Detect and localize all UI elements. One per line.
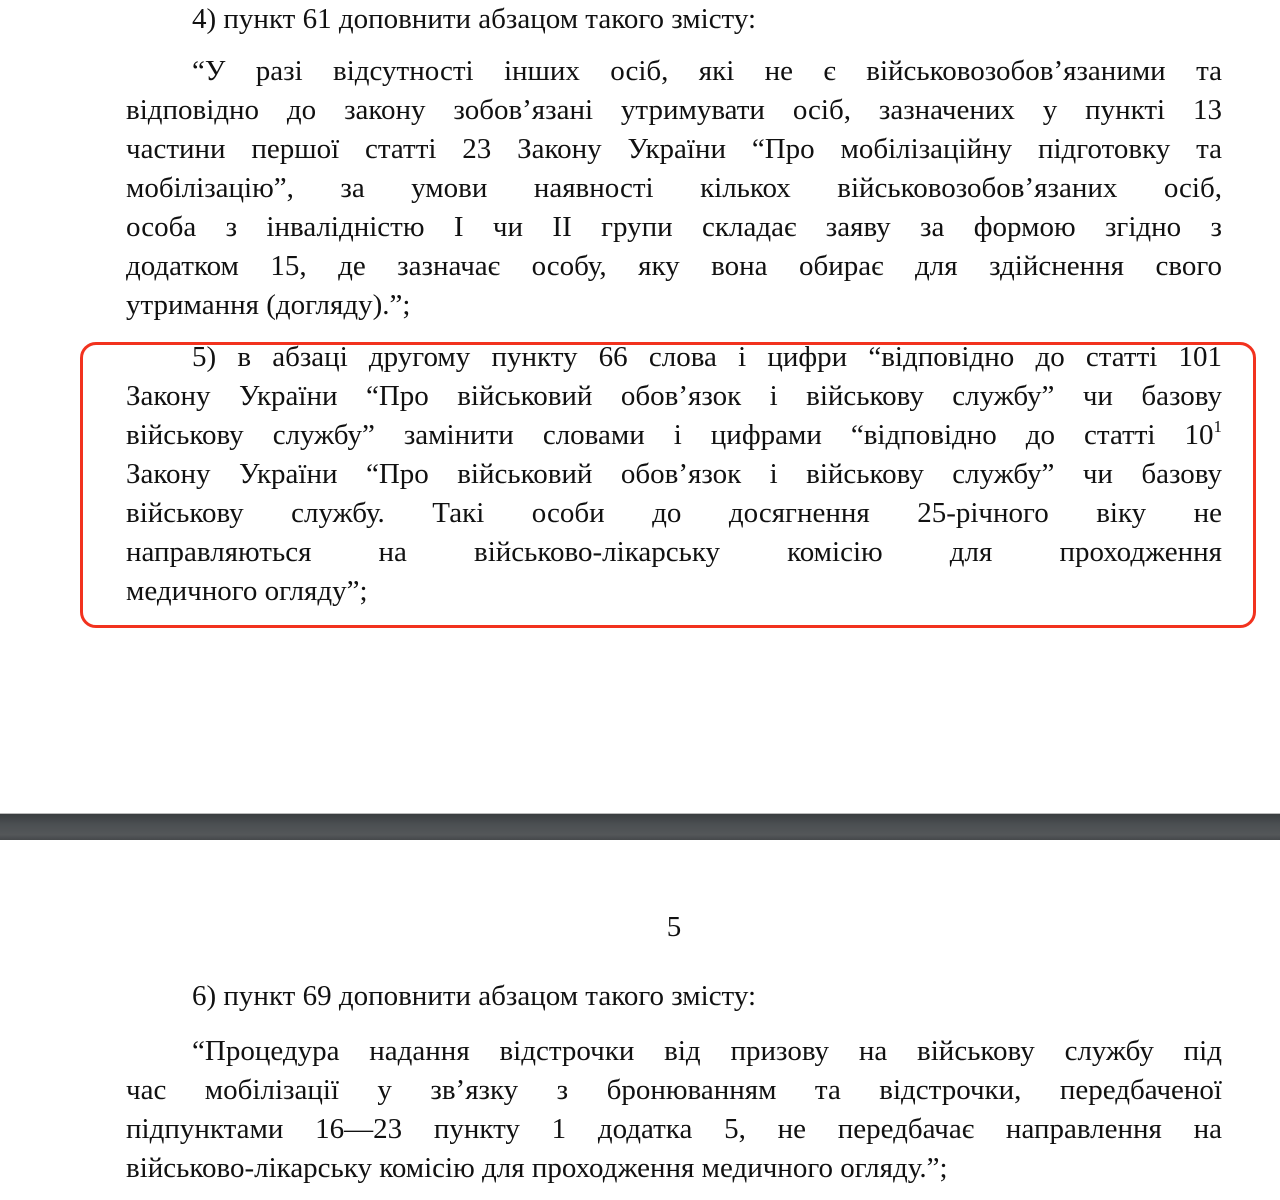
text-line — [126, 0, 1222, 39]
text-line-content: частини першої статті 23 Закону України “Про мобілізаційну підготовку та — [126, 133, 1222, 165]
text-line — [126, 286, 1222, 325]
text-line — [126, 91, 1222, 130]
text-line — [126, 1032, 1222, 1071]
text-line-content: 5) в абзаці другому пункту 66 слова і цифри “відповідно до статті 101 — [192, 341, 1222, 373]
superscript: 1 — [1213, 417, 1222, 436]
text-line — [126, 377, 1222, 416]
text-line — [126, 338, 1222, 377]
text-line — [126, 130, 1222, 169]
text-line-content: медичного огляду”; — [126, 575, 368, 607]
text-line-content: “Процедура надання відстрочки від призову на військову службу під — [192, 1035, 1222, 1067]
text-line-content: відповідно до закону зобов’язані утримувати осіб, зазначених у пункті 13 — [126, 94, 1222, 126]
paragraph-6-quote — [126, 1032, 1222, 1188]
text-line — [126, 1110, 1222, 1149]
paragraph-6 — [126, 977, 1222, 1016]
text-line — [126, 1071, 1222, 1110]
text-line — [126, 533, 1222, 572]
text-line — [126, 247, 1222, 286]
text-line-content: Закону України “Про військовий обов’язок і військову службу” чи базову — [126, 458, 1222, 490]
text-line-content: Закону України “Про військовий обов’язок і військову службу” чи базову — [126, 380, 1222, 412]
text-line-content: “У разі відсутності інших осіб, які не є військовозобов’язаними та — [192, 55, 1222, 87]
text-line — [126, 416, 1222, 455]
paragraph-4 — [126, 0, 1222, 39]
page-separator — [0, 813, 1280, 840]
text-line-content: мобілізацію”, за умови наявності кількох військовозобов’язаних осіб, — [126, 172, 1222, 204]
text-line-content: направляються на військово-лікарську комісію для проходження — [126, 536, 1222, 568]
text-line-content: підпунктами 16—23 пункту 1 додатка 5, не передбачає направлення на — [126, 1113, 1222, 1145]
text-line-content: військову службу” замінити словами і цифрами “відповідно до статті 10 — [126, 419, 1214, 451]
text-line — [126, 977, 1222, 1016]
text-line — [126, 1149, 1222, 1188]
text-line — [126, 208, 1222, 247]
text-line — [126, 572, 1222, 611]
text-line-content: військову службу. Такі особи до досягнення 25-річного віку не — [126, 497, 1222, 529]
text-line — [126, 494, 1222, 533]
text-line-content: 6) пункт 69 доповнити абзацом такого змісту: — [192, 980, 757, 1012]
text-line-content: особа з інвалідністю I чи II групи складає заяву за формою згідно з — [126, 211, 1222, 243]
page-number: 5 — [666, 911, 682, 943]
paragraph-4-quote — [126, 52, 1222, 325]
text-line-content: військово-лікарську комісію для проходження медичного огляду.”; — [126, 1152, 948, 1184]
text-line — [126, 169, 1222, 208]
text-line-content: додатком 15, де зазначає особу, яку вона обирає для здійснення свого — [126, 250, 1222, 282]
paragraph-5 — [126, 338, 1222, 611]
text-line-content: утримання (догляду).”; — [126, 289, 411, 321]
text-line-content: 4) пункт 61 доповнити абзацом такого змісту: — [192, 3, 757, 35]
text-line — [126, 455, 1222, 494]
text-line — [126, 52, 1222, 91]
text-line-content: час мобілізації у зв’язку з бронюванням та відстрочки, передбаченої — [126, 1074, 1222, 1106]
